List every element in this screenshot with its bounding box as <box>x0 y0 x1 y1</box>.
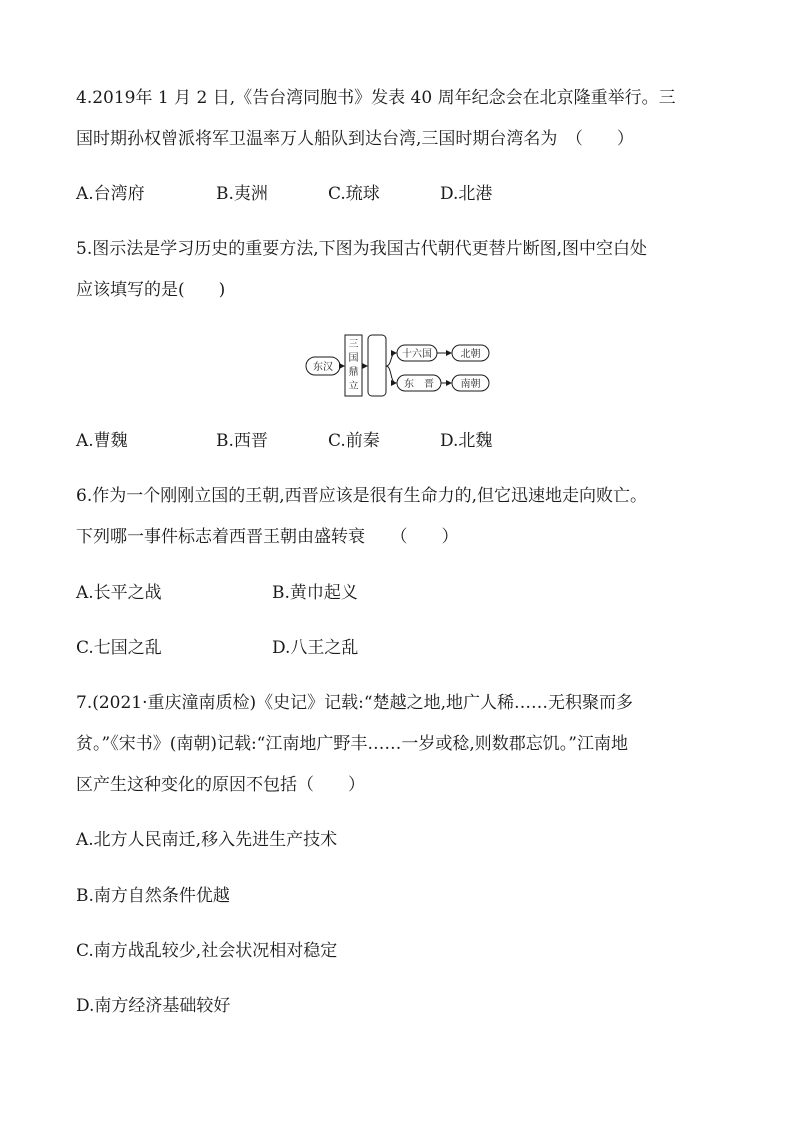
blank-dynasty-box <box>368 335 386 396</box>
q5-option-a[interactable]: A.曹魏 <box>76 431 128 451</box>
q7-option-d[interactable]: D.南方经济基础较好 <box>76 996 231 1016</box>
sanguo-char-4: 立 <box>348 381 359 392</box>
sanguo-char-2: 国 <box>348 353 359 364</box>
q4-option-a[interactable]: A.台湾府 <box>76 184 145 204</box>
q5-option-c[interactable]: C.前秦 <box>328 431 380 451</box>
q7-option-b[interactable]: B.南方自然条件优越 <box>76 886 230 906</box>
donghan-label: 东汉 <box>313 362 333 373</box>
q7-option-a[interactable]: A.北方人民南迁,移入先进生产技术 <box>76 830 338 850</box>
q4-stem-line2: 国时期孙权曾派将军卫温率万人船队到达台湾,三国时期台湾名为 （ ） <box>76 129 634 149</box>
dynasty-diagram <box>300 328 500 398</box>
beichao-label: 北朝 <box>460 349 481 360</box>
q6-option-a[interactable]: A.长平之战 <box>76 583 162 603</box>
q6-option-b[interactable]: B.黄巾起义 <box>272 583 358 603</box>
q5-option-b[interactable]: B.西晋 <box>216 431 268 451</box>
q4-option-b[interactable]: B.夷洲 <box>216 184 268 204</box>
q6-stem-line2: 下列哪一事件标志着西晋王朝由盛转衰 （ ） <box>76 527 459 547</box>
sanguo-char-1: 三 <box>348 339 359 350</box>
q7-stem-line2: 贫。”《宋书》(南朝)记载:“江南地广野丰……一岁或稔,则数郡忘饥。”江南地 <box>76 734 628 754</box>
q4-option-c[interactable]: C.琉球 <box>328 184 380 204</box>
sanguo-char-3: 鼎 <box>348 367 359 378</box>
q5-option-d[interactable]: D.北魏 <box>440 431 493 451</box>
q7-stem-line3: 区产生这种变化的原因不包括（ ） <box>76 775 365 795</box>
q4-option-d[interactable]: D.北港 <box>440 184 493 204</box>
q7-stem-line1: 7.(2021·重庆潼南质检)《史记》记载:“楚越之地,地广人稀……无积聚而多 <box>76 693 633 713</box>
q6-stem-line1: 6.作为一个刚刚立国的王朝,西晋应该是很有生命力的,但它迅速地走向败亡。 <box>76 486 648 506</box>
nanchao-label: 南朝 <box>460 379 481 390</box>
q6-option-d[interactable]: D.八王之乱 <box>272 638 359 658</box>
q6-option-c[interactable]: C.七国之乱 <box>76 638 162 658</box>
q5-stem-line1: 5.图示法是学习历史的重要方法,下图为我国古代朝代更替片断图,图中空白处 <box>76 239 648 259</box>
shiliuguo-label: 十六国 <box>402 349 432 360</box>
dongjin-label: 东 晋 <box>404 379 434 390</box>
q7-option-c[interactable]: C.南方战乱较少,社会状况相对稳定 <box>76 941 338 961</box>
branch-to-dongjin <box>386 366 396 383</box>
branch-to-shiliuguo <box>386 353 396 366</box>
q4-stem-line1: 4.2019年 1 月 2 日,《告台湾同胞书》发表 40 周年纪念会在北京隆重举行。三 <box>76 88 676 108</box>
q5-stem-line2: 应该填写的是( ) <box>76 280 226 300</box>
